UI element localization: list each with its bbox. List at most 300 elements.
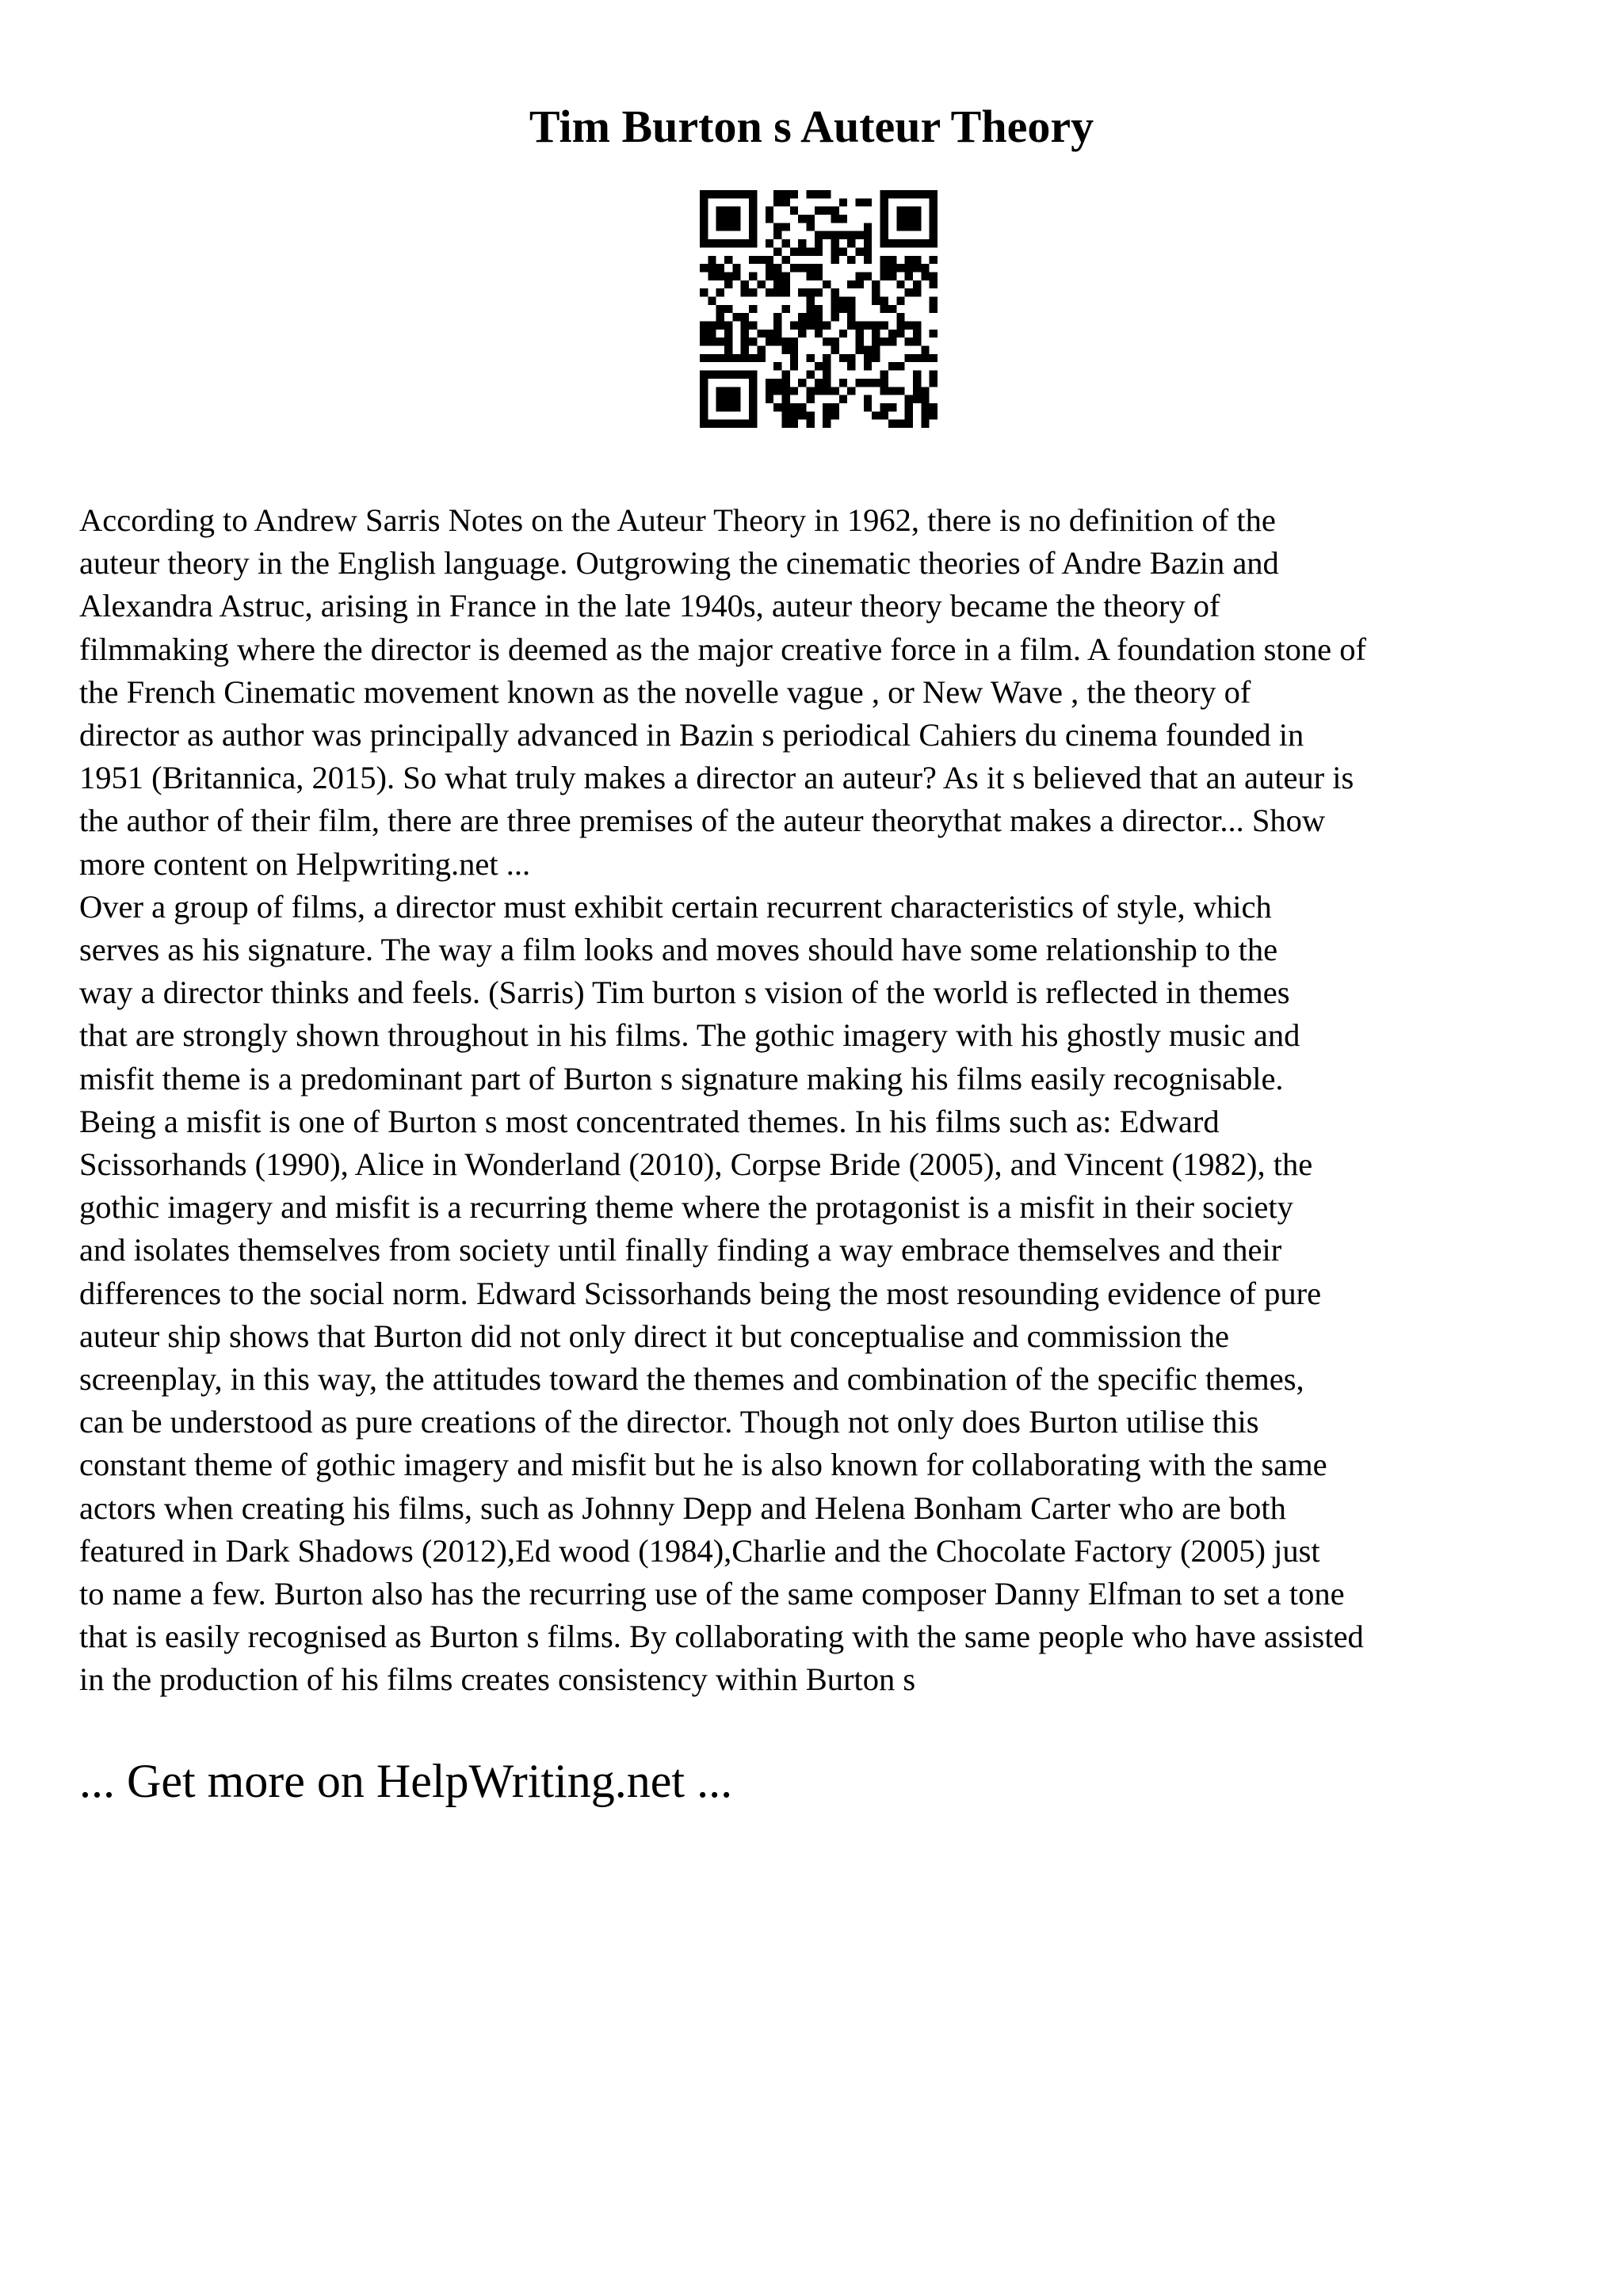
qr-module bbox=[741, 330, 749, 338]
qr-module bbox=[700, 403, 708, 411]
qr-module bbox=[815, 207, 823, 215]
qr-module bbox=[896, 420, 904, 428]
qr-module bbox=[806, 247, 814, 255]
qr-module bbox=[921, 190, 929, 198]
qr-module bbox=[896, 330, 904, 338]
qr-module bbox=[930, 379, 938, 387]
qr-module bbox=[790, 420, 798, 428]
qr-module bbox=[905, 256, 913, 264]
qr-module bbox=[749, 288, 757, 296]
qr-module bbox=[749, 338, 757, 345]
qr-module bbox=[880, 198, 888, 206]
qr-module bbox=[798, 288, 806, 296]
qr-module bbox=[905, 420, 913, 428]
qr-module bbox=[732, 223, 740, 231]
qr-module bbox=[766, 272, 773, 280]
qr-module bbox=[700, 330, 708, 338]
qr-module bbox=[773, 362, 781, 370]
qr-module bbox=[790, 190, 798, 198]
qr-module bbox=[724, 272, 732, 280]
qr-module bbox=[741, 280, 749, 288]
qr-module bbox=[790, 403, 798, 411]
qr-module bbox=[888, 272, 896, 280]
qr-module bbox=[823, 354, 831, 362]
qr-module bbox=[781, 387, 789, 395]
qr-module bbox=[798, 403, 806, 411]
qr-module bbox=[930, 256, 938, 264]
qr-module bbox=[708, 272, 716, 280]
qr-module bbox=[724, 215, 732, 223]
qr-module bbox=[815, 264, 823, 272]
qr-module bbox=[913, 379, 921, 387]
qr-module bbox=[700, 231, 708, 239]
qr-module bbox=[823, 190, 831, 198]
qr-module bbox=[749, 198, 757, 206]
qr-module bbox=[716, 371, 724, 379]
qr-module bbox=[798, 411, 806, 419]
qr-module bbox=[847, 280, 855, 288]
qr-module bbox=[864, 395, 872, 403]
qr-module bbox=[823, 411, 831, 419]
qr-module bbox=[815, 231, 823, 239]
qr-module bbox=[749, 395, 757, 403]
qr-module bbox=[905, 223, 913, 231]
qr-module bbox=[741, 371, 749, 379]
qr-module bbox=[930, 231, 938, 239]
qr-module bbox=[724, 403, 732, 411]
qr-module bbox=[864, 354, 872, 362]
qr-module bbox=[815, 379, 823, 387]
qr-module bbox=[700, 215, 708, 223]
qr-module bbox=[913, 190, 921, 198]
qr-module bbox=[749, 411, 757, 419]
qr-module bbox=[708, 256, 716, 264]
qr-module bbox=[864, 198, 872, 206]
qr-module bbox=[700, 420, 708, 428]
qr-module bbox=[798, 264, 806, 272]
qr-module bbox=[781, 371, 789, 379]
qr-module bbox=[815, 190, 823, 198]
qr-module bbox=[757, 354, 765, 362]
qr-module bbox=[839, 215, 847, 223]
qr-module bbox=[790, 411, 798, 419]
qr-module bbox=[930, 280, 938, 288]
qr-module bbox=[823, 231, 831, 239]
qr-module bbox=[716, 215, 724, 223]
qr-module bbox=[708, 371, 716, 379]
qr-module bbox=[839, 305, 847, 313]
qr-module bbox=[732, 403, 740, 411]
qr-module bbox=[732, 313, 740, 321]
qr-module bbox=[913, 207, 921, 215]
qr-module bbox=[888, 330, 896, 338]
qr-module bbox=[724, 239, 732, 247]
qr-module bbox=[930, 403, 938, 411]
qr-module bbox=[905, 288, 913, 296]
qr-module bbox=[921, 387, 929, 395]
qr-module bbox=[798, 247, 806, 255]
qr-module bbox=[757, 280, 765, 288]
qr-module bbox=[773, 280, 781, 288]
qr-module bbox=[749, 403, 757, 411]
body-paragraph: According to Andrew Sarris Notes on the Auteur Theory in 1962, there is no definition of the auteur theory in the English language. Outgrowing the cinematic theories of Andre Bazin and Alexandra Astruc, arising in France in the late 1940s, auteur theory became the theory of filmmaking where the director is deemed as the major creative force in a film. A foundation stone of the French Cinematic movement known as the novelle vague , or New Wave , the theory of director as author was principally advanced in Bazin s periodical Cahiers du cinema founded in 1951 (Britannica, 2015). So what truly makes a director an auteur? As it s believed that an auteur is the author of their film, there are three premises of the auteur theorythat makes a director... Show more content on Helpwriting.net ... bbox=[79, 502, 1366, 882]
qr-module bbox=[815, 330, 823, 338]
qr-module bbox=[724, 346, 732, 354]
qr-module bbox=[896, 280, 904, 288]
qr-module bbox=[880, 207, 888, 215]
qr-module bbox=[773, 403, 781, 411]
qr-module bbox=[880, 239, 888, 247]
qr-module bbox=[716, 313, 724, 321]
qr-module bbox=[930, 215, 938, 223]
qr-module bbox=[823, 420, 831, 428]
qr-module bbox=[773, 288, 781, 296]
qr-module bbox=[781, 223, 789, 231]
get-more-link[interactable]: ... Get more on HelpWriting.net ... bbox=[79, 1755, 733, 1807]
qr-module bbox=[831, 411, 839, 419]
qr-module bbox=[716, 190, 724, 198]
qr-module bbox=[896, 190, 904, 198]
qr-module bbox=[724, 371, 732, 379]
qr-module bbox=[766, 288, 773, 296]
qr-module bbox=[856, 231, 864, 239]
qr-module bbox=[921, 239, 929, 247]
qr-module bbox=[766, 215, 773, 223]
qr-module bbox=[781, 420, 789, 428]
qr-module bbox=[896, 223, 904, 231]
qr-module bbox=[880, 403, 888, 411]
qr-module bbox=[880, 215, 888, 223]
qr-module bbox=[716, 223, 724, 231]
qr-module bbox=[831, 403, 839, 411]
qr-module bbox=[798, 322, 806, 330]
qr-module bbox=[905, 395, 913, 403]
qr-module bbox=[716, 207, 724, 215]
qr-module bbox=[741, 313, 749, 321]
qr-module bbox=[905, 190, 913, 198]
qr-module bbox=[806, 215, 814, 223]
qr-module bbox=[749, 420, 757, 428]
qr-module bbox=[839, 395, 847, 403]
qr-module bbox=[781, 288, 789, 296]
qr-module bbox=[896, 239, 904, 247]
qr-module bbox=[905, 403, 913, 411]
qr-module bbox=[930, 207, 938, 215]
qr-module bbox=[741, 239, 749, 247]
qr-module bbox=[773, 322, 781, 330]
qr-module bbox=[880, 231, 888, 239]
qr-module bbox=[708, 190, 716, 198]
qr-module bbox=[781, 338, 789, 345]
qr-module bbox=[716, 288, 724, 296]
qr-module bbox=[749, 379, 757, 387]
qr-module bbox=[700, 239, 708, 247]
qr-module bbox=[732, 272, 740, 280]
qr-module bbox=[880, 272, 888, 280]
qr-module bbox=[781, 403, 789, 411]
qr-module bbox=[781, 198, 789, 206]
qr-module bbox=[831, 346, 839, 354]
qr-module bbox=[913, 256, 921, 264]
qr-module bbox=[831, 288, 839, 296]
qr-module bbox=[921, 272, 929, 280]
qr-module bbox=[724, 280, 732, 288]
qr-module bbox=[856, 280, 864, 288]
qr-module bbox=[781, 395, 789, 403]
qr-module bbox=[930, 305, 938, 313]
qr-module bbox=[766, 338, 773, 345]
qr-module bbox=[724, 420, 732, 428]
qr-module bbox=[896, 296, 904, 304]
qr-module bbox=[888, 190, 896, 198]
qr-module bbox=[732, 239, 740, 247]
qr-module bbox=[806, 288, 814, 296]
qr-module bbox=[700, 395, 708, 403]
qr-module bbox=[880, 264, 888, 272]
qr-module bbox=[716, 239, 724, 247]
qr-module bbox=[831, 239, 839, 247]
qr-module bbox=[716, 403, 724, 411]
qr-module bbox=[872, 330, 880, 338]
qr-module bbox=[872, 338, 880, 345]
qr-module bbox=[823, 371, 831, 379]
qr-module bbox=[806, 305, 814, 313]
qr-module bbox=[831, 256, 839, 264]
qr-module bbox=[839, 330, 847, 338]
qr-module bbox=[790, 338, 798, 345]
qr-module bbox=[888, 420, 896, 428]
qr-module bbox=[856, 379, 864, 387]
qr-module bbox=[749, 239, 757, 247]
qr-module bbox=[896, 215, 904, 223]
qr-module bbox=[781, 280, 789, 288]
qr-module bbox=[700, 371, 708, 379]
qr-module bbox=[708, 322, 716, 330]
qr-module bbox=[930, 198, 938, 206]
qr-module bbox=[896, 362, 904, 370]
qr-module bbox=[831, 387, 839, 395]
qr-module bbox=[905, 239, 913, 247]
qr-module bbox=[773, 231, 781, 239]
qr-module bbox=[806, 395, 814, 403]
qr-module bbox=[856, 330, 864, 338]
qr-module bbox=[921, 395, 929, 403]
qr-module bbox=[823, 387, 831, 395]
qr-module bbox=[880, 223, 888, 231]
qr-module bbox=[864, 346, 872, 354]
qr-module bbox=[888, 362, 896, 370]
qr-module bbox=[888, 387, 896, 395]
qr-module bbox=[798, 215, 806, 223]
qr-module bbox=[864, 256, 872, 264]
qr-module bbox=[749, 322, 757, 330]
qr-module bbox=[880, 322, 888, 330]
qr-module bbox=[896, 313, 904, 321]
qr-module bbox=[815, 288, 823, 296]
qr-module bbox=[839, 231, 847, 239]
qr-module bbox=[856, 322, 864, 330]
qr-module bbox=[708, 330, 716, 338]
qr-module bbox=[930, 296, 938, 304]
qr-module bbox=[716, 264, 724, 272]
qr-module bbox=[823, 379, 831, 387]
qr-module bbox=[864, 362, 872, 370]
qr-module bbox=[913, 338, 921, 345]
qr-module bbox=[913, 239, 921, 247]
qr-module bbox=[700, 198, 708, 206]
qr-module bbox=[749, 190, 757, 198]
qr-module bbox=[921, 403, 929, 411]
qr-module bbox=[864, 223, 872, 231]
qr-module bbox=[708, 338, 716, 345]
qr-module bbox=[847, 322, 855, 330]
qr-module bbox=[716, 420, 724, 428]
qr-module bbox=[872, 354, 880, 362]
qr-module bbox=[930, 371, 938, 379]
qr-module bbox=[749, 387, 757, 395]
qr-module bbox=[724, 387, 732, 395]
qr-module bbox=[806, 190, 814, 198]
qr-module bbox=[880, 338, 888, 345]
qr-module bbox=[921, 346, 929, 354]
body-paragraph: Over a group of films, a director must exhibit certain recurrent characteristics of style, which serves as his signature. The way a film looks and moves should have some relationship to the way a director thinks and feels. (Sarris) Tim burton s vision of the world is reflected in themes that are strongly shown throughout in his films. The gothic imagery with his ghostly music and misfit theme is a predominant part of Burton s signature making his films easily recognisable. Being a misfit is one of Burton s most concentrated themes. In his films such as: Edward Scissorhands (1990), Alice in Wonderland (2010), Corpse Bride (2005), and Vincent (1982), the gothic imagery and misfit is a recurring theme where the protagonist is a misfit in their society and isolates themselves from society until finally finding a way embrace themselves and their differences to the social norm. Edward Scissorhands being the most resounding evidence of pure auteur ship shows that Burton did not only direct it but conceptualise and commission the screenplay, in this way, the attitudes toward the themes and combination of the specific themes, can be understood as pure creations of the director. Though not only does Burton utilise this constant theme of gothic imagery and misfit but he is also known for collaborating with the same actors when creating his films, such as Johnny Depp and Helena Bonham Carter who are both featured in Dark Shadows (2012),Ed wood (1984),Charlie and the Chocolate Factory (2005) just to name a few. Burton also has the recurring use of the same composer Danny Elfman to set a tone that is easily recognised as Burton s films. By collaborating with the same people who have assisted in the production of his films creates consistency within Burton s bbox=[79, 888, 1364, 1698]
qr-module bbox=[921, 264, 929, 272]
qr-module bbox=[880, 371, 888, 379]
qr-module bbox=[732, 387, 740, 395]
qr-module bbox=[790, 247, 798, 255]
qr-module bbox=[831, 313, 839, 321]
qr-module bbox=[823, 322, 831, 330]
qr-module bbox=[724, 305, 732, 313]
qr-module bbox=[749, 305, 757, 313]
qr-module bbox=[888, 305, 896, 313]
qr-module bbox=[831, 207, 839, 215]
qr-module bbox=[831, 296, 839, 304]
qr-module bbox=[806, 272, 814, 280]
qr-module bbox=[921, 354, 929, 362]
qr-module bbox=[781, 256, 789, 264]
qr-module bbox=[766, 379, 773, 387]
qr-module bbox=[921, 411, 929, 419]
qr-module bbox=[724, 190, 732, 198]
qr-module bbox=[930, 223, 938, 231]
qr-module bbox=[856, 247, 864, 255]
qr-module bbox=[700, 190, 708, 198]
qr-module bbox=[732, 207, 740, 215]
qr-module bbox=[806, 223, 814, 231]
qr-module bbox=[724, 207, 732, 215]
qr-module bbox=[913, 223, 921, 231]
qr-module bbox=[839, 354, 847, 362]
qr-module bbox=[773, 190, 781, 198]
qr-module bbox=[781, 346, 789, 354]
qr-module bbox=[773, 198, 781, 206]
qr-module bbox=[823, 362, 831, 370]
qr-module bbox=[815, 322, 823, 330]
qr-module bbox=[880, 379, 888, 387]
qr-module bbox=[905, 272, 913, 280]
qr-module bbox=[839, 379, 847, 387]
qr-module bbox=[724, 223, 732, 231]
qr-module bbox=[766, 264, 773, 272]
qr-module bbox=[806, 264, 814, 272]
qr-module bbox=[913, 371, 921, 379]
qr-module bbox=[790, 322, 798, 330]
qr-module bbox=[847, 387, 855, 395]
qr-module bbox=[905, 207, 913, 215]
qr-module bbox=[790, 207, 798, 215]
qr-module bbox=[880, 256, 888, 264]
qr-module bbox=[880, 387, 888, 395]
qr-module bbox=[741, 346, 749, 354]
qr-module bbox=[781, 305, 789, 313]
qr-module bbox=[839, 247, 847, 255]
qr-module bbox=[913, 322, 921, 330]
qr-module bbox=[708, 354, 716, 362]
qr-module bbox=[930, 354, 938, 362]
qr-module bbox=[823, 280, 831, 288]
qr-module bbox=[806, 420, 814, 428]
qr-module bbox=[781, 190, 789, 198]
qr-module bbox=[815, 272, 823, 280]
qr-module bbox=[724, 354, 732, 362]
qr-module bbox=[732, 215, 740, 223]
qr-module bbox=[766, 387, 773, 395]
document-title: Tim Burton s Auteur Theory bbox=[529, 101, 1094, 152]
qr-module bbox=[700, 288, 708, 296]
qr-module bbox=[864, 231, 872, 239]
qr-module bbox=[913, 387, 921, 395]
qr-module bbox=[839, 198, 847, 206]
qr-module bbox=[847, 313, 855, 321]
qr-module bbox=[781, 272, 789, 280]
qr-module bbox=[773, 379, 781, 387]
qr-module bbox=[708, 420, 716, 428]
qr-module bbox=[781, 411, 789, 419]
qr-module bbox=[700, 264, 708, 272]
qr-module bbox=[790, 264, 798, 272]
qr-module bbox=[716, 395, 724, 403]
qr-module bbox=[930, 190, 938, 198]
qr-module bbox=[724, 256, 732, 264]
qr-module bbox=[708, 296, 716, 304]
qr-module bbox=[888, 239, 896, 247]
qr-module bbox=[724, 395, 732, 403]
qr-module bbox=[700, 379, 708, 387]
qr-module bbox=[815, 305, 823, 313]
qr-module bbox=[896, 322, 904, 330]
qr-module bbox=[913, 354, 921, 362]
qr-module bbox=[773, 247, 781, 255]
qr-module bbox=[872, 280, 880, 288]
qr-module bbox=[716, 322, 724, 330]
qr-module bbox=[930, 239, 938, 247]
qr-code-icon[interactable] bbox=[700, 190, 938, 428]
qr-module bbox=[766, 239, 773, 247]
qr-module bbox=[773, 338, 781, 345]
qr-module bbox=[872, 288, 880, 296]
qr-module bbox=[806, 371, 814, 379]
qr-module bbox=[880, 296, 888, 304]
qr-module bbox=[798, 379, 806, 387]
qr-module bbox=[766, 207, 773, 215]
qr-module bbox=[708, 264, 716, 272]
qr-module bbox=[831, 247, 839, 255]
qr-module bbox=[806, 411, 814, 419]
qr-module bbox=[790, 346, 798, 354]
qr-module bbox=[913, 288, 921, 296]
qr-module bbox=[880, 411, 888, 419]
